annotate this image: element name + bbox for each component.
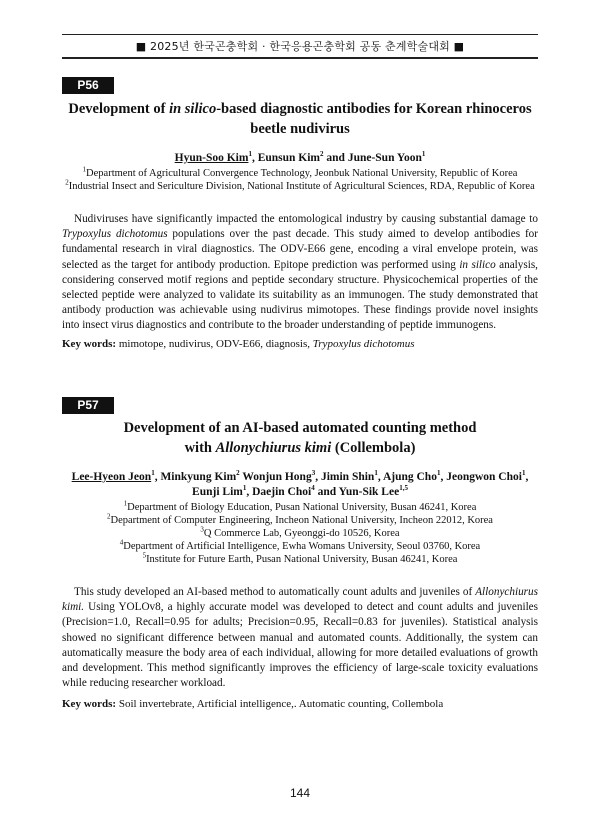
author-name: Wonjun Hong: [242, 471, 312, 483]
header-rule-top: [62, 34, 538, 35]
author-name: Jimin Shin: [320, 471, 375, 483]
paper-title: Development of in silico-based diagnostic antibodies for Korean rhinoceros beetle nudivirus: [68, 101, 532, 137]
abstract: Nudiviruses have significantly impacted the entomological industry by causing substantial damage to Trypoxylus dichotomus populations over the past decade. This study aimed to develop antibodies for fundamental research in viral diagnostics. The ODV-E66 gene, encoding a viral envelope protein, was selected as the target for antibody production. Epitope prediction was performed using in silico analysis, considering conserved motif regions and peptide secondary structure. Physicochemical properties of the selected peptide were analyzed to validate its suitability as an immunogen. The study demonstrated that antibody production was achievable using nudivirus mimotopes. These findings provide novel insights into insect virus diagnostics and contribute to the broader understanding of peptide immunogens.: [62, 213, 538, 332]
keywords: Key words: Soil invertebrate, Artificial intelligence,. Automatic counting, Collembola: [62, 698, 444, 710]
paper-id-badge: P56: [62, 77, 114, 94]
keywords-label: Key words:: [62, 338, 117, 350]
affiliation: $^1$Department of Biology Education, Pusan National University, Busan 46241, Korea: [123, 499, 477, 513]
affiliation: $^3$Q Commerce Lab, Gyeonggi-do 10526, Korea: [200, 525, 400, 539]
page-number: 144: [289, 786, 311, 800]
affiliation: $^2$Industrial Insect and Sericulture Division, National Institute of Agricultural Sciences, RDA, Republic of Korea: [65, 178, 535, 192]
conference-title: ■ 2025년 한국곤충학회 · 한국응용곤충학회 공동 춘계학술대회 ■: [135, 40, 465, 53]
author-list: Hyun-Soo Kim$^1$, Eunsun Kim$^2$ and June-Sun Yoon$^1$: [174, 150, 426, 164]
author-name: Yun-Sik Lee: [338, 486, 400, 498]
author-name: Minkyung Kim: [160, 471, 237, 483]
affiliation: $^4$Department of Artificial Intelligence, Ewha Womans University, Seoul 03760, Korea: [119, 538, 481, 552]
affiliation: $^1$Department of Agricultural Convergence Technology, Jeonbuk National University, Republic of Korea: [82, 165, 518, 179]
running-header: [0, 0, 600, 64]
author-name: Lee-Hyeon Jeon: [71, 471, 152, 483]
author-name: Hyun-Soo Kim: [174, 152, 249, 164]
keywords-label: Key words:: [62, 698, 117, 710]
keywords: Key words: mimotope, nudivirus, ODV-E66, diagnosis, Trypoxylus dichotomus: [62, 338, 415, 350]
author-name: June-Sun Yoon: [347, 152, 422, 164]
author-name: Eunji Lim: [192, 486, 243, 498]
author-name: Eunsun Kim: [257, 152, 321, 164]
author-name: Jeongwon Choi: [446, 471, 522, 483]
paper-title: Development of an AI-based automated counting method with Allonychiurus kimi (Collembola): [123, 420, 477, 456]
author-list: Lee-Hyeon Jeon$^1$, Minkyung Kim$^2$ Wonjun Hong$^3$, Jimin Shin$^1$, Ajung Cho$^1$, Jeongwon Choi$^1$, Eunji Lim$^1$, Daejin Choi$^4$ and Yun-Sik Lee$^{1,5}$: [71, 469, 529, 498]
header-rule-bottom: [62, 57, 538, 59]
paper-id-badge: P57: [62, 397, 114, 414]
affiliation: $^2$Department of Computer Engineering, Incheon National University, Incheon 22012, Korea: [107, 512, 493, 526]
abstract: This study developed an AI-based method to automatically count adults and juveniles of Allonychiurus kimi. Using YOLOv8, a highly accurate model was developed to detect and count adults and juveniles (Precision=1.0, Recall=0.95 for adults; Precision=0.95, Recall=0.83 for juveniles). Statistical analysis showed no significant difference between manual and automated counts. Additionally, the system can automatically measure the body area of each individual, allowing for more detailed evaluations of growth and development. This method significantly improves the efficiency of large-scale toxicity evaluations while reducing researcher workload.: [62, 586, 538, 690]
affiliation: $^5$Institute for Future Earth, Pusan National University, Busan 46241, Korea: [142, 551, 458, 565]
author-name: Ajung Cho: [382, 471, 437, 483]
author-name: Daejin Choi: [252, 486, 312, 498]
